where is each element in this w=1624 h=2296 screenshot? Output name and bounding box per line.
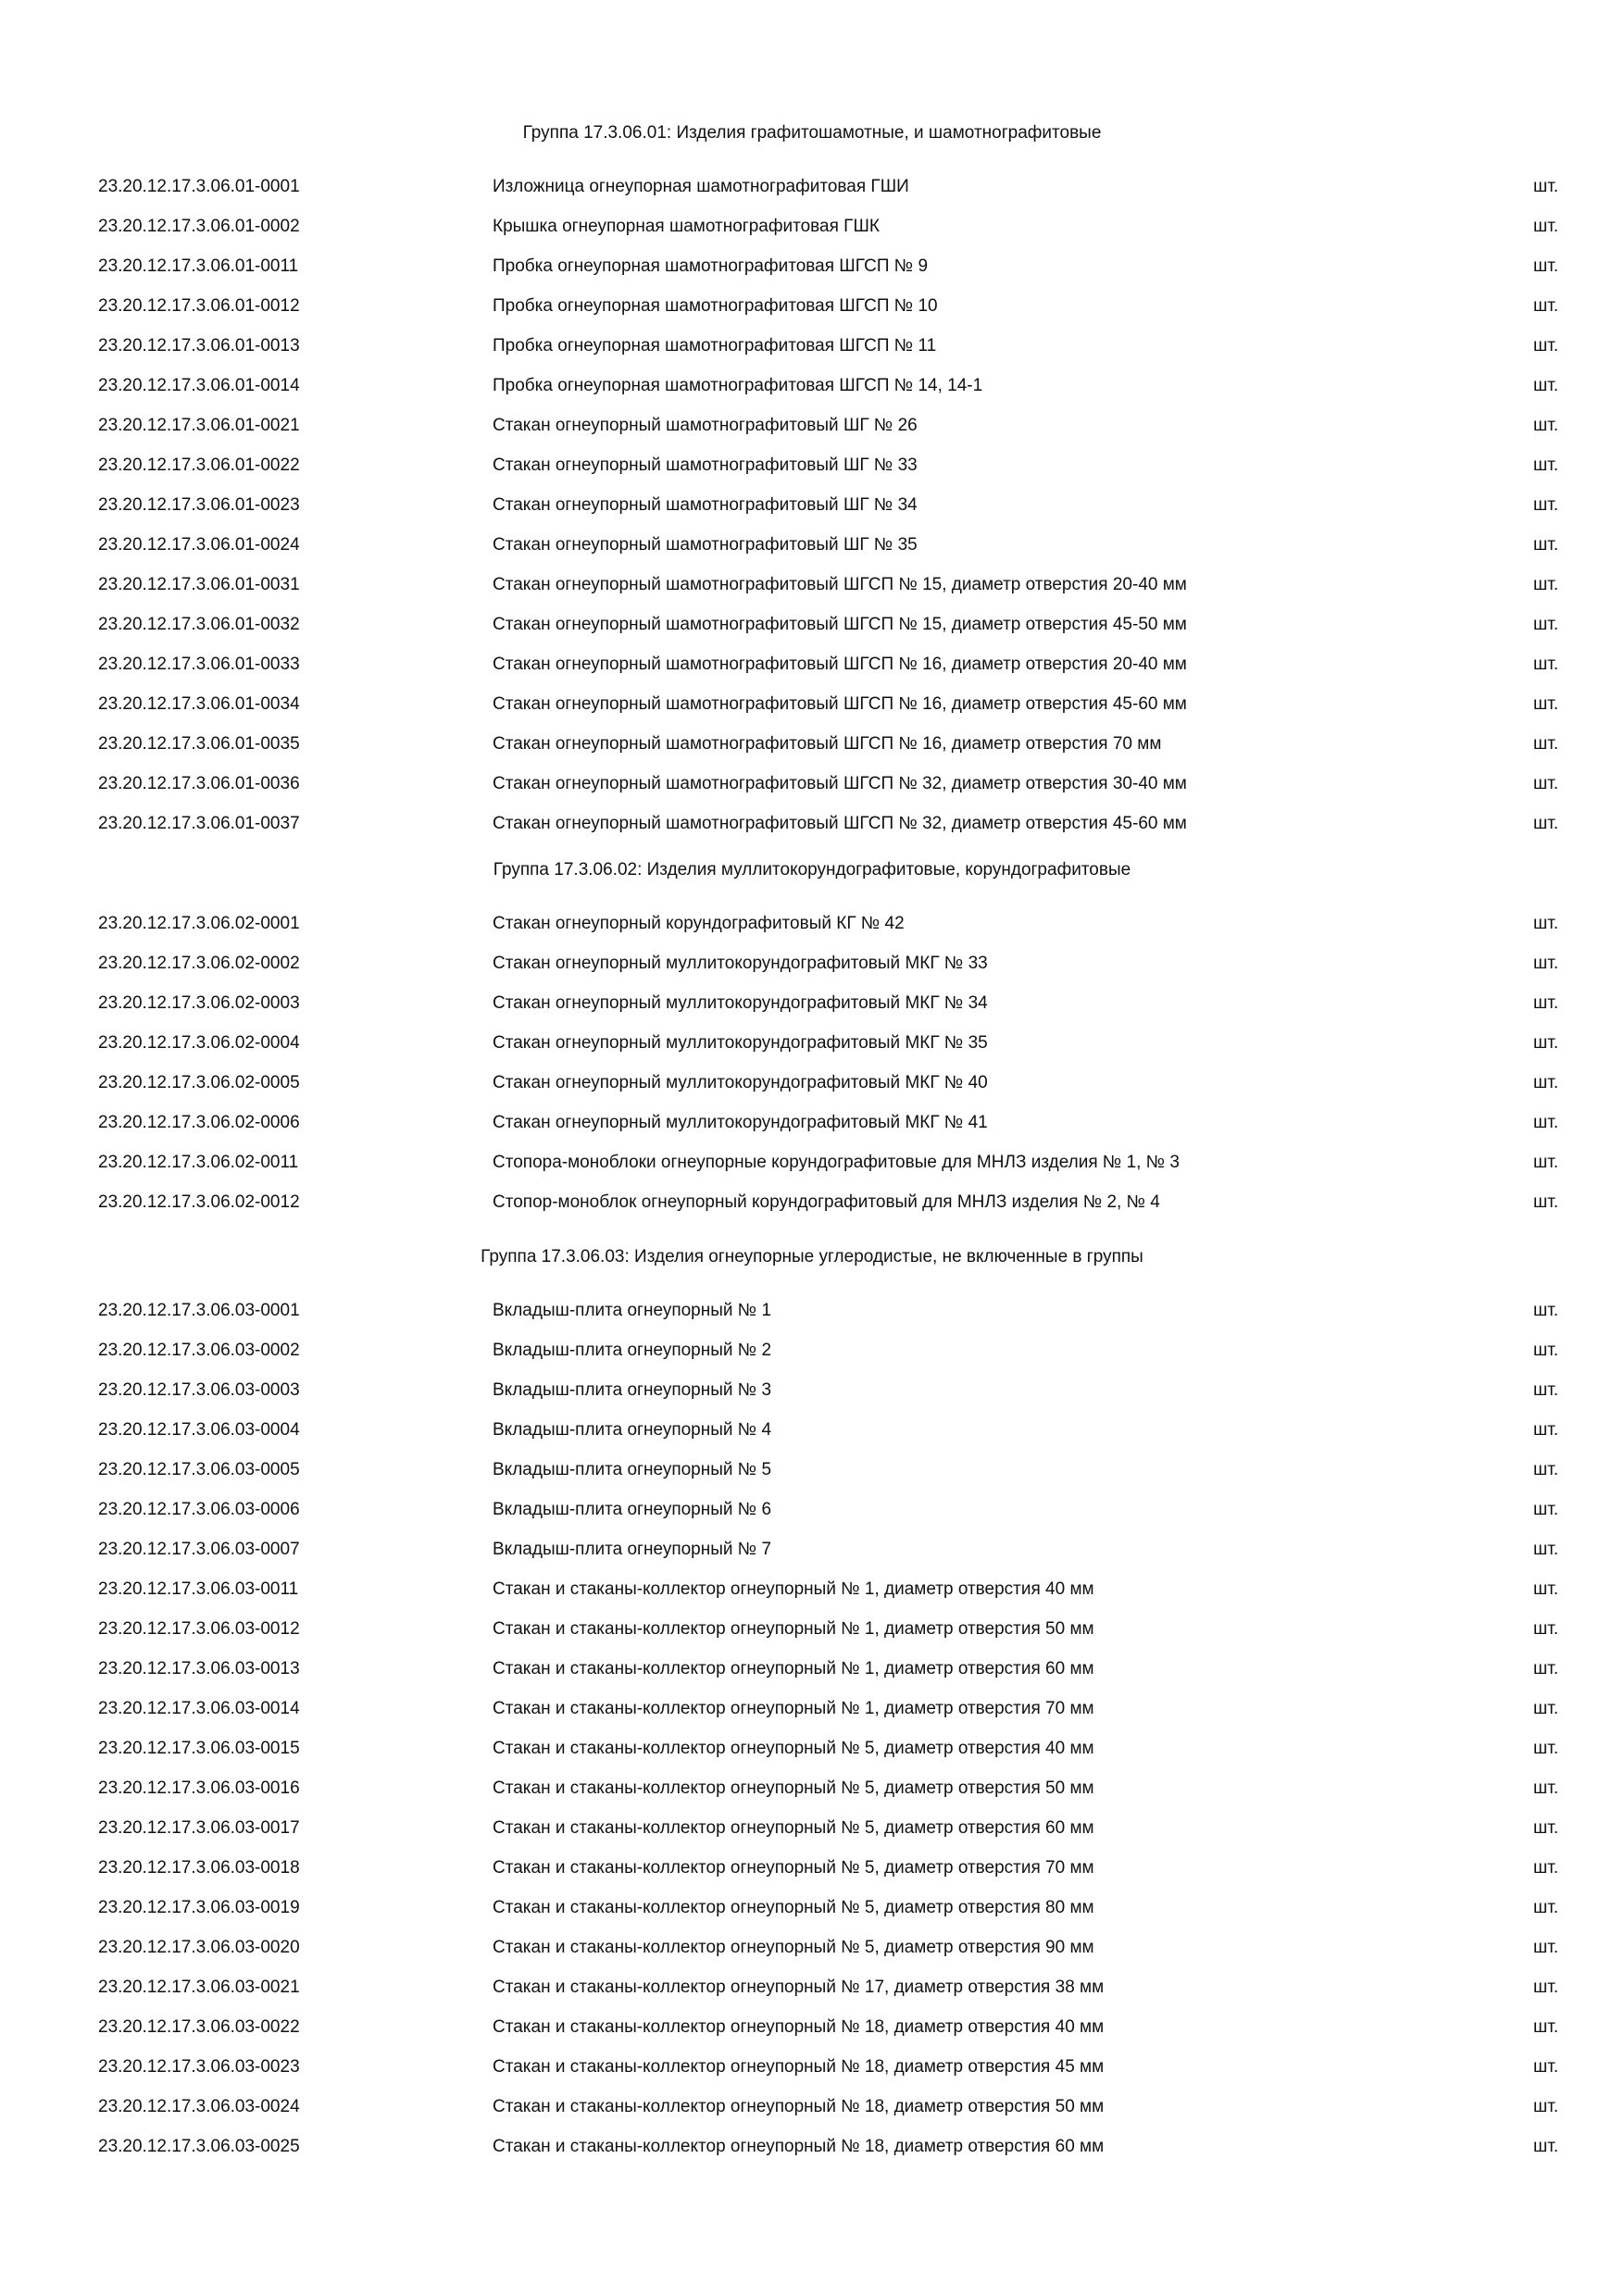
- item-code: 23.20.12.17.3.06.02-0012: [98, 1192, 300, 1212]
- item-unit: шт.: [1533, 1192, 1559, 1212]
- item-name: Пробка огнеупорная шамотнографитовая ШГСП № 9: [493, 256, 929, 276]
- item-unit: шт.: [1533, 416, 1559, 435]
- item-name: Стакан огнеупорный шамотнографитовый ШГ № 35: [493, 535, 918, 555]
- table-row: [0, 573, 1624, 597]
- table-row: [0, 414, 1624, 438]
- item-unit: шт.: [1533, 1978, 1559, 1997]
- group-header: Группа 17.3.06.01: Изделия графитошамотные, и шамотнографитовые: [522, 123, 1102, 143]
- item-unit: шт.: [1533, 217, 1559, 236]
- table-row: [0, 693, 1624, 717]
- item-name: Стакан и стаканы-коллектор огнеупорный № 18, диаметр отверстия 40 мм: [493, 2017, 1105, 2037]
- item-name: Стакан огнеупорный муллитокорундографитовый МКГ № 40: [493, 1073, 988, 1092]
- table-row: [0, 1379, 1624, 1403]
- item-name: Стакан и стаканы-коллектор огнеупорный № 5, диаметр отверстия 80 мм: [493, 1898, 1094, 1917]
- item-name: Стакан огнеупорный шамотнографитовый ШГСП № 16, диаметр отверстия 20-40 мм: [493, 655, 1187, 674]
- item-name: Стакан и стаканы-коллектор огнеупорный № 18, диаметр отверстия 60 мм: [493, 2137, 1105, 2156]
- item-name: Стакан огнеупорный муллитокорундографитовый МКГ № 34: [493, 993, 988, 1013]
- item-code: 23.20.12.17.3.06.03-0004: [98, 1420, 300, 1440]
- item-name: Стакан огнеупорный шамотнографитовый ШГСП № 15, диаметр отверстия 45-50 мм: [493, 615, 1187, 634]
- table-row: [0, 1816, 1624, 1841]
- item-unit: шт.: [1533, 954, 1559, 973]
- table-row: [0, 255, 1624, 279]
- item-unit: шт.: [1533, 2137, 1559, 2156]
- item-unit: шт.: [1533, 1659, 1559, 1678]
- table-row: [0, 1458, 1624, 1482]
- item-name: Стопор-моноблок огнеупорный корундографитовый для МНЛЗ изделия № 2, № 4: [493, 1192, 1160, 1212]
- item-name: Стакан и стаканы-коллектор огнеупорный № 1, диаметр отверстия 40 мм: [493, 1579, 1094, 1599]
- table-row: [0, 1031, 1624, 1055]
- table-row: [0, 1578, 1624, 1602]
- item-code: 23.20.12.17.3.06.03-0011: [98, 1579, 299, 1599]
- table-row: [0, 215, 1624, 239]
- item-name: Вкладыш-плита огнеупорный № 6: [493, 1500, 772, 1519]
- item-unit: шт.: [1533, 535, 1559, 555]
- item-unit: шт.: [1533, 177, 1559, 196]
- table-row: [0, 1191, 1624, 1215]
- table-row: [0, 374, 1624, 398]
- item-unit: шт.: [1533, 1699, 1559, 1718]
- item-name: Пробка огнеупорная шамотнографитовая ШГСП № 10: [493, 296, 938, 316]
- item-name: Стопора-моноблоки огнеупорные корундографитовые для МНЛЗ изделия № 1, № 3: [493, 1153, 1180, 1172]
- item-unit: шт.: [1533, 1898, 1559, 1917]
- table-row: [0, 912, 1624, 936]
- item-code: 23.20.12.17.3.06.01-0034: [98, 694, 300, 714]
- item-code: 23.20.12.17.3.06.03-0012: [98, 1619, 300, 1639]
- item-name: Стакан огнеупорный муллитокорундографитовый МКГ № 35: [493, 1033, 988, 1053]
- item-code: 23.20.12.17.3.06.03-0013: [98, 1659, 300, 1678]
- item-code: 23.20.12.17.3.06.01-0012: [98, 296, 300, 316]
- item-unit: шт.: [1533, 1033, 1559, 1053]
- item-unit: шт.: [1533, 993, 1559, 1013]
- item-name: Вкладыш-плита огнеупорный № 4: [493, 1420, 772, 1440]
- item-code: 23.20.12.17.3.06.01-0002: [98, 217, 300, 236]
- table-row: [0, 1697, 1624, 1721]
- table-row: [0, 1617, 1624, 1641]
- table-row: [0, 772, 1624, 796]
- table-row: [0, 493, 1624, 518]
- item-unit: шт.: [1533, 1938, 1559, 1957]
- table-row: [0, 613, 1624, 637]
- item-name: Стакан и стаканы-коллектор огнеупорный № 5, диаметр отверстия 50 мм: [493, 1778, 1094, 1798]
- table-row: [0, 1418, 1624, 1442]
- item-code: 23.20.12.17.3.06.03-0001: [98, 1301, 300, 1320]
- item-name: Стакан огнеупорный шамотнографитовый ШГ № 34: [493, 495, 918, 515]
- item-name: Вкладыш-плита огнеупорный № 3: [493, 1380, 772, 1400]
- item-unit: шт.: [1533, 814, 1559, 833]
- item-name: Стакан и стаканы-коллектор огнеупорный № 1, диаметр отверстия 70 мм: [493, 1699, 1094, 1718]
- item-unit: шт.: [1533, 1073, 1559, 1092]
- item-name: Крышка огнеупорная шамотнографитовая ГШК: [493, 217, 880, 236]
- table-row: [0, 334, 1624, 358]
- item-unit: шт.: [1533, 575, 1559, 594]
- item-code: 23.20.12.17.3.06.03-0021: [98, 1978, 300, 1997]
- item-name: Стакан огнеупорный шамотнографитовый ШГСП № 32, диаметр отверстия 45-60 мм: [493, 814, 1187, 833]
- item-code: 23.20.12.17.3.06.03-0019: [98, 1898, 300, 1917]
- table-row: [0, 1737, 1624, 1761]
- item-code: 23.20.12.17.3.06.03-0025: [98, 2137, 300, 2156]
- item-unit: шт.: [1533, 1380, 1559, 1400]
- item-name: Стакан и стаканы-коллектор огнеупорный № 1, диаметр отверстия 60 мм: [493, 1659, 1094, 1678]
- item-code: 23.20.12.17.3.06.01-0023: [98, 495, 300, 515]
- item-unit: шт.: [1533, 2097, 1559, 2116]
- item-unit: шт.: [1533, 914, 1559, 933]
- table-row: [0, 1976, 1624, 2000]
- item-name: Вкладыш-плита огнеупорный № 2: [493, 1341, 772, 1360]
- item-unit: шт.: [1533, 1540, 1559, 1559]
- table-row: [0, 2095, 1624, 2119]
- item-code: 23.20.12.17.3.06.02-0005: [98, 1073, 300, 1092]
- item-code: 23.20.12.17.3.06.01-0032: [98, 615, 300, 634]
- item-name: Стакан и стаканы-коллектор огнеупорный № 5, диаметр отверстия 70 мм: [493, 1858, 1094, 1878]
- item-code: 23.20.12.17.3.06.03-0015: [98, 1739, 300, 1758]
- item-name: Стакан огнеупорный муллитокорундографитовый МКГ № 41: [493, 1113, 988, 1132]
- item-code: 23.20.12.17.3.06.01-0035: [98, 734, 300, 754]
- item-unit: шт.: [1533, 1858, 1559, 1878]
- item-unit: шт.: [1533, 1619, 1559, 1639]
- table-row: [0, 2015, 1624, 2040]
- item-name: Стакан огнеупорный шамотнографитовый ШГСП № 15, диаметр отверстия 20-40 мм: [493, 575, 1187, 594]
- item-unit: шт.: [1533, 1341, 1559, 1360]
- item-name: Вкладыш-плита огнеупорный № 7: [493, 1540, 772, 1559]
- item-code: 23.20.12.17.3.06.03-0005: [98, 1460, 300, 1479]
- item-name: Стакан и стаканы-коллектор огнеупорный № 1, диаметр отверстия 50 мм: [493, 1619, 1094, 1639]
- item-name: Стакан огнеупорный корундографитовый КГ № 42: [493, 914, 905, 933]
- item-unit: шт.: [1533, 774, 1559, 793]
- item-code: 23.20.12.17.3.06.03-0014: [98, 1699, 300, 1718]
- item-name: Стакан и стаканы-коллектор огнеупорный № 17, диаметр отверстия 38 мм: [493, 1978, 1105, 1997]
- item-unit: шт.: [1533, 1460, 1559, 1479]
- item-code: 23.20.12.17.3.06.02-0003: [98, 993, 300, 1013]
- item-code: 23.20.12.17.3.06.01-0011: [98, 256, 299, 276]
- table-row: [0, 653, 1624, 677]
- item-unit: шт.: [1533, 1420, 1559, 1440]
- item-name: Стакан и стаканы-коллектор огнеупорный № 18, диаметр отверстия 45 мм: [493, 2057, 1105, 2077]
- item-name: Пробка огнеупорная шамотнографитовая ШГСП № 11: [493, 336, 937, 356]
- table-row: [0, 952, 1624, 976]
- item-name: Стакан и стаканы-коллектор огнеупорный № 5, диаметр отверстия 60 мм: [493, 1818, 1094, 1838]
- item-unit: шт.: [1533, 336, 1559, 356]
- table-row: [0, 1339, 1624, 1363]
- item-name: Вкладыш-плита огнеупорный № 5: [493, 1460, 772, 1479]
- table-row: [0, 992, 1624, 1016]
- item-unit: шт.: [1533, 1739, 1559, 1758]
- item-unit: шт.: [1533, 376, 1559, 395]
- table-row: [0, 1071, 1624, 1095]
- table-row: [0, 1299, 1624, 1323]
- item-unit: шт.: [1533, 1113, 1559, 1132]
- item-code: 23.20.12.17.3.06.01-0031: [98, 575, 300, 594]
- item-code: 23.20.12.17.3.06.02-0002: [98, 954, 300, 973]
- item-name: Стакан и стаканы-коллектор огнеупорный № 5, диаметр отверстия 40 мм: [493, 1739, 1094, 1758]
- item-unit: шт.: [1533, 2057, 1559, 2077]
- item-code: 23.20.12.17.3.06.03-0002: [98, 1341, 300, 1360]
- item-name: Изложница огнеупорная шамотнографитовая ГШИ: [493, 177, 909, 196]
- table-row: [0, 1151, 1624, 1175]
- item-code: 23.20.12.17.3.06.03-0023: [98, 2057, 300, 2077]
- item-unit: шт.: [1533, 495, 1559, 515]
- item-unit: шт.: [1533, 455, 1559, 475]
- item-unit: шт.: [1533, 655, 1559, 674]
- item-code: 23.20.12.17.3.06.01-0021: [98, 416, 300, 435]
- item-code: 23.20.12.17.3.06.03-0018: [98, 1858, 300, 1878]
- item-code: 23.20.12.17.3.06.01-0001: [98, 177, 300, 196]
- item-name: Вкладыш-плита огнеупорный № 1: [493, 1301, 772, 1320]
- item-unit: шт.: [1533, 694, 1559, 714]
- item-code: 23.20.12.17.3.06.01-0036: [98, 774, 300, 793]
- table-row: [0, 812, 1624, 836]
- item-unit: шт.: [1533, 1778, 1559, 1798]
- item-code: 23.20.12.17.3.06.01-0013: [98, 336, 300, 356]
- item-name: Стакан огнеупорный шамотнографитовый ШГ № 26: [493, 416, 918, 435]
- table-row: [0, 1936, 1624, 1960]
- item-code: 23.20.12.17.3.06.01-0037: [98, 814, 300, 833]
- item-code: 23.20.12.17.3.06.03-0006: [98, 1500, 300, 1519]
- table-row: [0, 294, 1624, 318]
- table-row: [0, 1657, 1624, 1681]
- item-name: Стакан огнеупорный муллитокорундографитовый МКГ № 33: [493, 954, 988, 973]
- item-code: 23.20.12.17.3.06.03-0003: [98, 1380, 300, 1400]
- group-header: Группа 17.3.06.03: Изделия огнеупорные углеродистые, не включенные в группы: [481, 1247, 1143, 1267]
- item-name: Стакан огнеупорный шамотнографитовый ШГСП № 16, диаметр отверстия 45-60 мм: [493, 694, 1187, 714]
- item-unit: шт.: [1533, 2017, 1559, 2037]
- item-code: 23.20.12.17.3.06.02-0001: [98, 914, 300, 933]
- item-name: Стакан и стаканы-коллектор огнеупорный № 5, диаметр отверстия 90 мм: [493, 1938, 1094, 1957]
- item-code: 23.20.12.17.3.06.03-0016: [98, 1778, 300, 1798]
- item-name: Стакан огнеупорный шамотнографитовый ШГСП № 32, диаметр отверстия 30-40 мм: [493, 774, 1187, 793]
- item-unit: шт.: [1533, 1500, 1559, 1519]
- item-code: 23.20.12.17.3.06.03-0007: [98, 1540, 300, 1559]
- table-row: [0, 1498, 1624, 1522]
- item-code: 23.20.12.17.3.06.01-0033: [98, 655, 300, 674]
- item-code: 23.20.12.17.3.06.03-0017: [98, 1818, 300, 1838]
- item-code: 23.20.12.17.3.06.01-0024: [98, 535, 300, 555]
- table-row: [0, 1111, 1624, 1135]
- item-unit: шт.: [1533, 1579, 1559, 1599]
- table-row: [0, 454, 1624, 478]
- item-code: 23.20.12.17.3.06.03-0024: [98, 2097, 300, 2116]
- item-name: Стакан огнеупорный шамотнографитовый ШГСП № 16, диаметр отверстия 70 мм: [493, 734, 1162, 754]
- table-row: [0, 732, 1624, 756]
- item-code: 23.20.12.17.3.06.02-0004: [98, 1033, 300, 1053]
- group-header: Группа 17.3.06.02: Изделия муллитокорундографитовые, корундографитовые: [493, 860, 1131, 880]
- item-code: 23.20.12.17.3.06.01-0022: [98, 455, 300, 475]
- item-unit: шт.: [1533, 296, 1559, 316]
- item-name: Стакан и стаканы-коллектор огнеупорный № 18, диаметр отверстия 50 мм: [493, 2097, 1105, 2116]
- item-unit: шт.: [1533, 615, 1559, 634]
- item-code: 23.20.12.17.3.06.02-0006: [98, 1113, 300, 1132]
- table-row: [0, 175, 1624, 199]
- table-row: [0, 1777, 1624, 1801]
- item-code: 23.20.12.17.3.06.03-0022: [98, 2017, 300, 2037]
- table-row: [0, 1856, 1624, 1880]
- item-name: Стакан огнеупорный шамотнографитовый ШГ № 33: [493, 455, 918, 475]
- item-code: 23.20.12.17.3.06.03-0020: [98, 1938, 300, 1957]
- table-row: [0, 2135, 1624, 2159]
- item-unit: шт.: [1533, 256, 1559, 276]
- item-code: 23.20.12.17.3.06.01-0014: [98, 376, 300, 395]
- item-unit: шт.: [1533, 1153, 1559, 1172]
- item-code: 23.20.12.17.3.06.02-0011: [98, 1153, 299, 1172]
- table-row: [0, 1896, 1624, 1920]
- item-name: Пробка огнеупорная шамотнографитовая ШГСП № 14, 14-1: [493, 376, 983, 395]
- item-unit: шт.: [1533, 1301, 1559, 1320]
- table-row: [0, 533, 1624, 557]
- table-row: [0, 1538, 1624, 1562]
- item-unit: шт.: [1533, 1818, 1559, 1838]
- item-unit: шт.: [1533, 734, 1559, 754]
- table-row: [0, 2055, 1624, 2079]
